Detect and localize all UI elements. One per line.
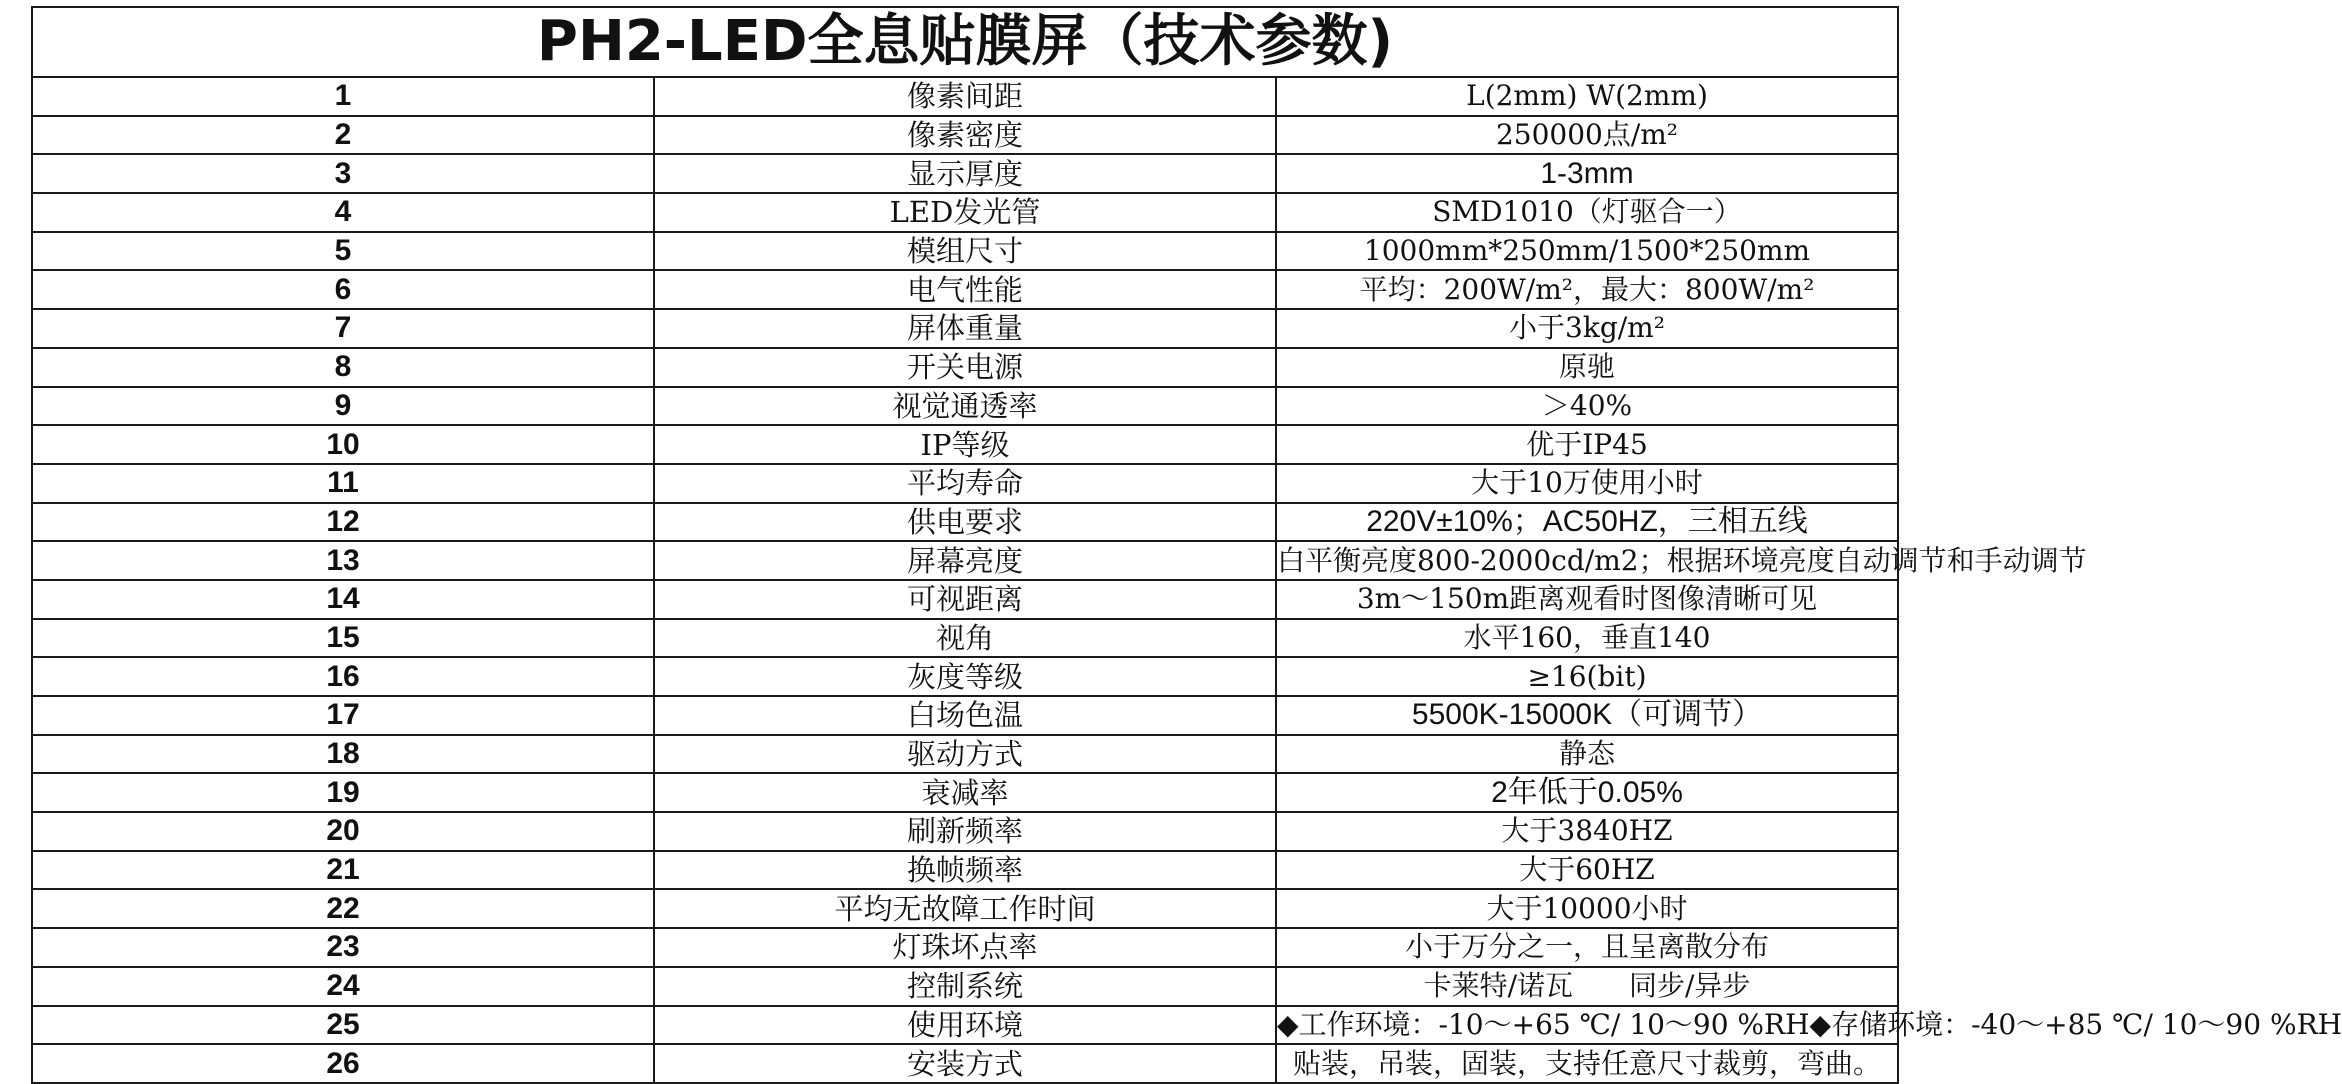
parameter-value: 1-3mm [1276,154,1898,193]
row-number: 15 [32,619,654,658]
parameter-name: 使用环境 [654,1006,1276,1045]
parameter-value: 水平160，垂直140 [1276,619,1898,658]
parameter-name: 灯珠坏点率 [654,928,1276,967]
title-row [32,7,1898,77]
parameter-value: 小于万分之一，且呈离散分布 [1276,928,1898,967]
parameter-value: 原驰 [1276,348,1898,387]
table-row [32,851,1898,890]
row-number: 12 [32,503,654,542]
row-number: 18 [32,735,654,774]
row-number: 6 [32,270,654,309]
table-row [32,232,1898,271]
parameter-name: 衰减率 [654,773,1276,812]
parameter-name: 换帧频率 [654,851,1276,890]
parameter-name: 屏体重量 [654,309,1276,348]
parameter-value: 1000mm*250mm/1500*250mm [1276,232,1898,271]
row-number: 7 [32,309,654,348]
row-number: 9 [32,387,654,426]
parameter-name: 像素密度 [654,116,1276,155]
table-row [32,812,1898,851]
parameter-name: 刷新频率 [654,812,1276,851]
table-row [32,735,1898,774]
spec-table [31,6,2342,1084]
parameter-name: 安装方式 [654,1044,1276,1083]
parameter-value: ◆工作环境：-10～+65 ℃/ 10～90 %RH◆存储环境：-40～+85 ℃/ 10～90 %RH [1276,1006,1898,1045]
parameter-name: 模组尺寸 [654,232,1276,271]
parameter-value: 5500K-15000K（可调节） [1276,696,1898,735]
table-row [32,928,1898,967]
row-number: 14 [32,580,654,619]
row-number: 25 [32,1006,654,1045]
parameter-name: 显示厚度 [654,154,1276,193]
parameter-name: 像素间距 [654,77,1276,116]
table-row [32,1006,1898,1045]
parameter-value: ＞40% [1276,387,1898,426]
table-row [32,193,1898,232]
table-row [32,387,1898,426]
table-row [32,116,1898,155]
parameter-name: LED发光管 [654,193,1276,232]
table-row [32,657,1898,696]
row-number: 24 [32,967,654,1006]
parameter-name: 可视距离 [654,580,1276,619]
row-number: 2 [32,116,654,155]
parameter-value: ≥16(bit) [1276,657,1898,696]
parameter-name: 控制系统 [654,967,1276,1006]
parameter-value: 静态 [1276,735,1898,774]
row-number: 20 [32,812,654,851]
row-number: 19 [32,773,654,812]
row-number: 3 [32,154,654,193]
row-number: 5 [32,232,654,271]
parameter-value: 大于10万使用小时 [1276,464,1898,503]
parameter-name: 视觉通透率 [654,387,1276,426]
parameter-name: 白场色温 [654,696,1276,735]
table-row [32,270,1898,309]
table-row [32,773,1898,812]
row-number: 22 [32,889,654,928]
table-row [32,77,1898,116]
parameter-value: 卡莱特/诺瓦 同步/异步 [1276,967,1898,1006]
parameter-name: 屏幕亮度 [654,541,1276,580]
table-row [32,696,1898,735]
document-title: PH2-LED全息贴膜屏（技术参数) [32,7,1898,77]
row-number: 8 [32,348,654,387]
table-row [32,541,1898,580]
parameter-value: 大于60HZ [1276,851,1898,890]
parameter-value: 3m～150m距离观看时图像清晰可见 [1276,580,1898,619]
table-row [32,348,1898,387]
parameter-value: 大于3840HZ [1276,812,1898,851]
row-number: 21 [32,851,654,890]
parameter-value: 优于IP45 [1276,425,1898,464]
table-row [32,619,1898,658]
parameter-name: IP等级 [654,425,1276,464]
row-number: 1 [32,77,654,116]
row-number: 10 [32,425,654,464]
parameter-value: L(2mm) W(2mm) [1276,77,1898,116]
parameter-name: 视角 [654,619,1276,658]
table-row [32,503,1898,542]
table-row [32,580,1898,619]
table-row [32,309,1898,348]
row-number: 13 [32,541,654,580]
row-number: 16 [32,657,654,696]
table-row [32,154,1898,193]
table-row [32,464,1898,503]
row-number: 11 [32,464,654,503]
row-number: 17 [32,696,654,735]
parameter-value: 贴装，吊装，固装，支持任意尺寸裁剪，弯曲。 [1276,1044,1898,1083]
table-row [32,889,1898,928]
parameter-name: 灰度等级 [654,657,1276,696]
parameter-value: 220V±10%；AC50HZ，三相五线 [1276,503,1898,542]
parameter-name: 平均无故障工作时间 [654,889,1276,928]
parameter-value: 250000点/m² [1276,116,1898,155]
table-row [32,425,1898,464]
spec-table-body [32,7,2342,1083]
row-number: 23 [32,928,654,967]
parameter-value: SMD1010（灯驱合一） [1276,193,1898,232]
parameter-name: 供电要求 [654,503,1276,542]
parameter-value: 大于10000小时 [1276,889,1898,928]
parameter-name: 电气性能 [654,270,1276,309]
parameter-name: 驱动方式 [654,735,1276,774]
parameter-name: 开关电源 [654,348,1276,387]
parameter-value: 平均：200W/m²，最大：800W/m² [1276,270,1898,309]
table-row [32,967,1898,1006]
parameter-value: 白平衡亮度800-2000cd/m2；根据环境亮度自动调节和手动调节 [1276,541,1898,580]
row-number: 26 [32,1044,654,1083]
parameter-value: 2年低于0.05% [1276,773,1898,812]
parameter-name: 平均寿命 [654,464,1276,503]
table-row [32,1044,1898,1083]
row-number: 4 [32,193,654,232]
spec-sheet [31,6,2342,1081]
parameter-value: 小于3kg/m² [1276,309,1898,348]
